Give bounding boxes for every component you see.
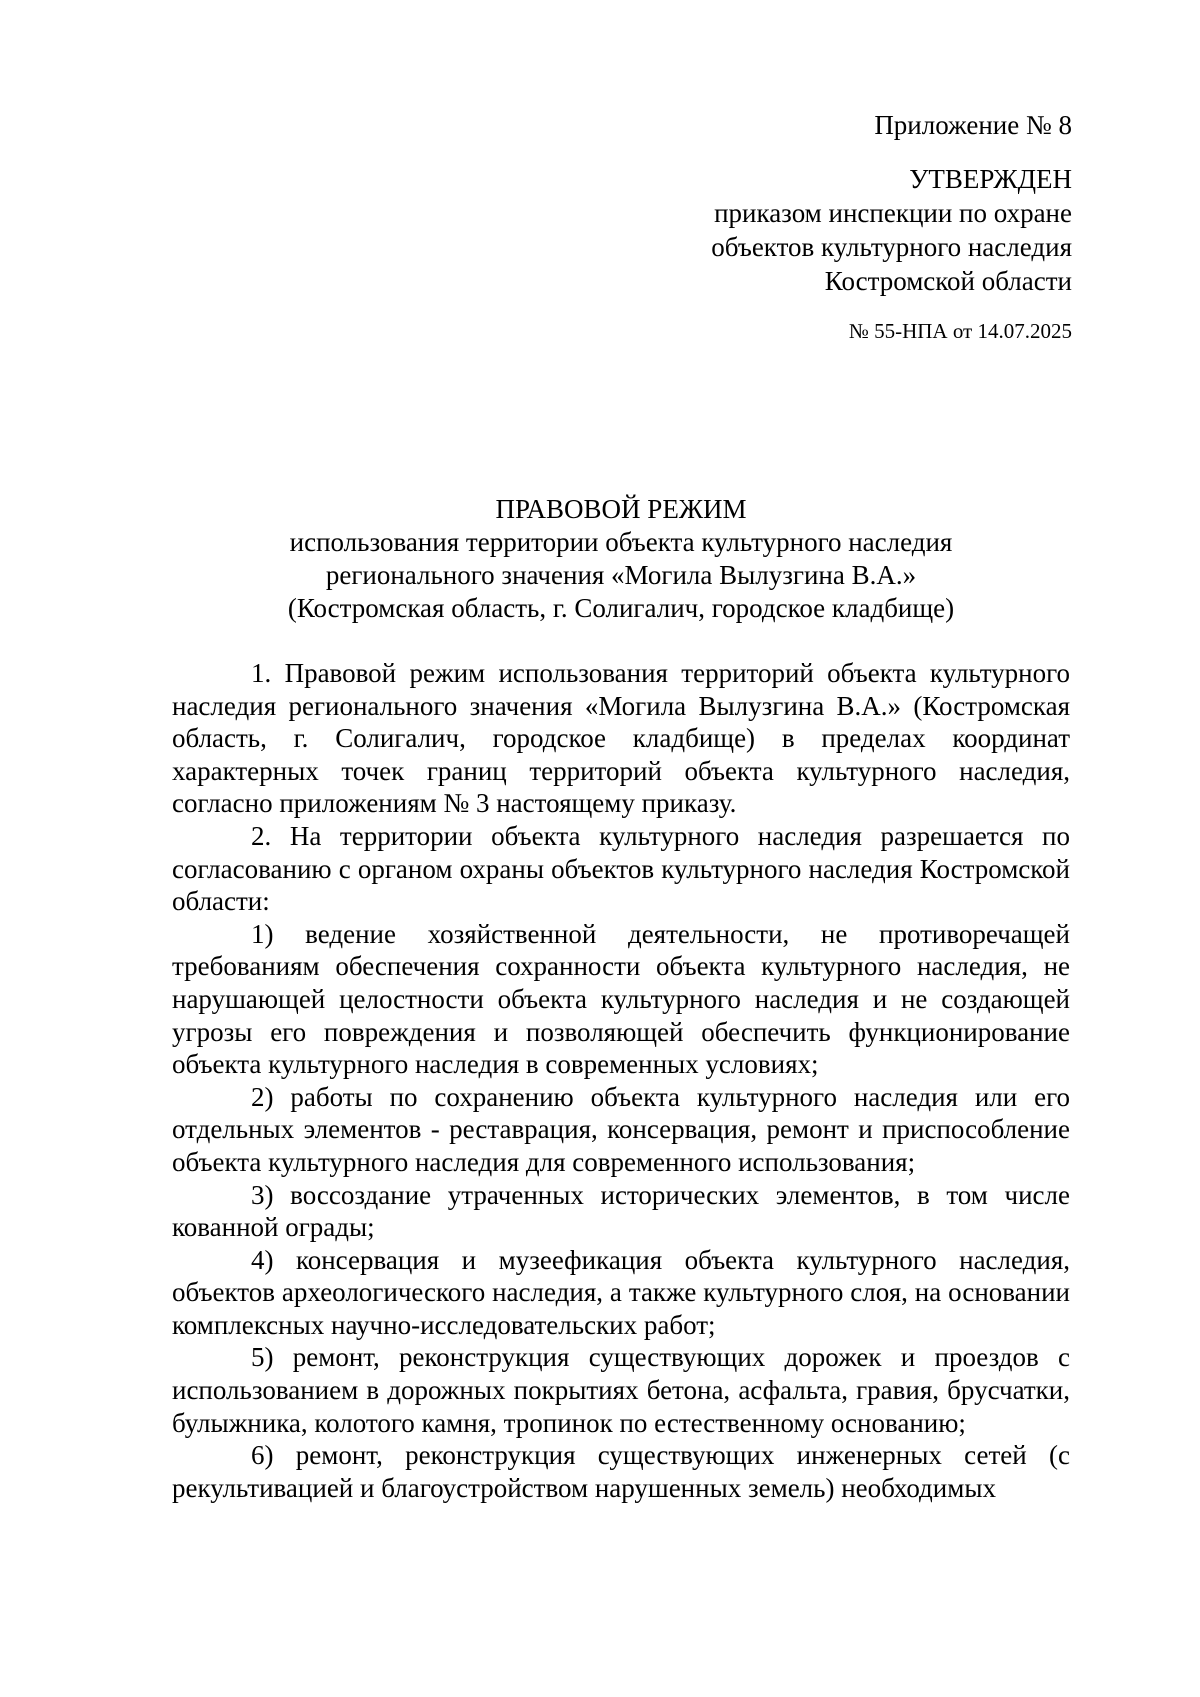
approved-label: УТВЕРЖДЕН	[909, 164, 1072, 194]
approved-by-line-1: приказом инспекции по охране	[714, 198, 1072, 228]
paragraph-2: 2. На территории объекта культурного наследия разрешается по согласованию с органом охраны объектов культурного наследия Костромской области:	[172, 820, 1070, 917]
paragraph-item-3: 3) воссоздание утраченных исторических элементов, в том числе кованной ограды;	[172, 1179, 1070, 1243]
order-number: № 55-НПА от 14.07.2025	[848, 319, 1072, 343]
document-body	[172, 657, 1070, 1504]
title-line-2: использования территории объекта культурного наследия	[289, 527, 953, 557]
approval-header	[512, 108, 1072, 344]
title-line-3: регионального значения «Могила Вылузгина В.А.»	[325, 560, 917, 590]
paragraph-item-2: 2) работы по сохранению объекта культурного наследия или его отдельных элементов - реставрация, консервация, ремонт и приспособление объекта культурного наследия для современного использования;	[172, 1081, 1070, 1177]
paragraph-item-6: 6) ремонт, реконструкция существующих инженерных сетей (с рекультивацией и благоустройством нарушенных земель) необходимых	[172, 1440, 1070, 1503]
paragraph-item-5: 5) ремонт, реконструкция существующих дорожек и проездов с использованием в дорожных покрытиях бетона, асфальта, гравия, брусчатки, булыжника, колотого камня, тропинок по естественному основанию;	[172, 1342, 1070, 1438]
appendix-label: Приложение № 8	[874, 110, 1072, 140]
paragraph-1: 1. Правовой режим использования территорий объекта культурного наследия регионального значения «Могила Вылузгина В.А.» (Костромская область, г. Солигалич, городское кладбище) в пределах координат характерных точек границ территорий объекта культурного наследия, согласно приложениям № 3 настоящему приказу.	[172, 658, 1070, 819]
title-line-1: ПРАВОВОЙ РЕЖИМ	[495, 494, 747, 524]
approved-by-line-3: Костромской области	[824, 266, 1072, 296]
paragraph-item-4: 4) консервация и музеефикация объекта культурного наследия, объектов археологического наследия, а также культурного слоя, на основании комплексных научно-исследовательских работ;	[172, 1244, 1070, 1340]
title-line-4: (Костромская область, г. Солигалич, городское кладбище)	[287, 593, 955, 623]
paragraph-item-1: 1) ведение хозяйственной деятельности, не противоречащей требованиям обеспечения сохранности объекта культурного наследия, не нарушающей целостности объекта культурного наследия и не создающей угрозы его повреждения и позволяющей обеспечить функционирование объекта культурного наследия в современных условиях;	[172, 918, 1070, 1080]
document-title	[170, 493, 1072, 625]
approved-by-line-2: объектов культурного наследия	[711, 232, 1072, 262]
